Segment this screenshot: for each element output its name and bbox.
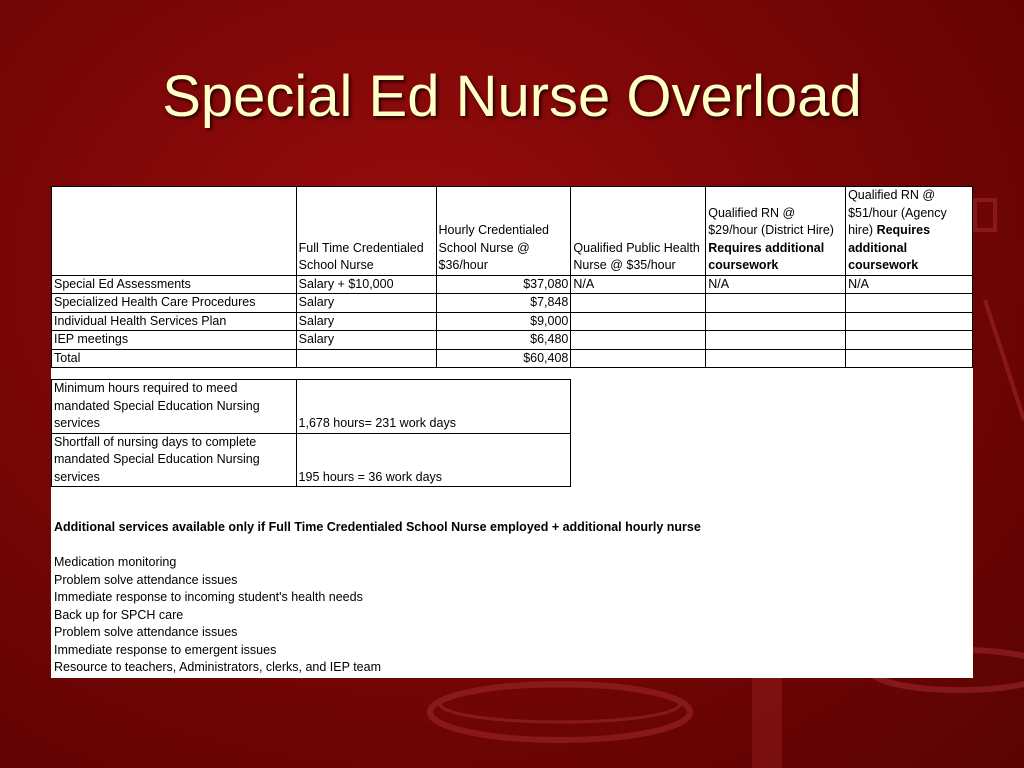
list-item: Problem solve attendance issues	[54, 625, 238, 639]
table-cell	[846, 349, 973, 368]
table-cell: $60,408	[436, 349, 571, 368]
header-cell: Qualified Public Health Nurse @ $35/hour	[571, 187, 706, 276]
header-cell: Qualified RN @ $51/hour (Agency hire) Requires additional coursework	[846, 187, 973, 276]
row-label: Specialized Health Care Procedures	[52, 294, 297, 313]
table-cell	[296, 349, 436, 368]
total-row	[52, 349, 973, 368]
table-cell: N/A	[571, 275, 706, 294]
table-cell: Salary + $10,000	[296, 275, 436, 294]
list-item: Resource to teachers, Administrators, clerks, and IEP team	[54, 660, 381, 674]
table-row	[52, 294, 973, 313]
header-cell: Qualified RN @ $29/hour (District Hire) Requires additional coursework	[706, 187, 846, 276]
table-row	[52, 380, 571, 434]
cost-table-header-row	[52, 187, 973, 276]
list-item: Back up for SPCH care	[54, 607, 184, 622]
additional-services	[54, 519, 701, 677]
row-label: Minimum hours required to meed mandated Special Education Nursing services	[52, 380, 297, 434]
table-cell	[846, 312, 973, 331]
table-cell: Salary	[296, 331, 436, 350]
table-cell: N/A	[846, 275, 973, 294]
cost-table	[51, 186, 973, 368]
table-cell	[571, 331, 706, 350]
row-label: IEP meetings	[52, 331, 297, 350]
row-label: Individual Health Services Plan	[52, 312, 297, 331]
list-item: Medication monitoring	[54, 555, 177, 569]
table-row	[52, 331, 973, 350]
list-item: Immediate response to emergent issues	[54, 642, 277, 657]
row-label: Shortfall of nursing days to complete mandated Special Education Nursing services	[52, 433, 297, 487]
list-item: Problem solve attendance issues	[54, 572, 238, 587]
table-cell	[571, 294, 706, 313]
hours-table	[51, 379, 571, 487]
table-cell: 195 hours = 36 work days	[296, 433, 570, 487]
table-cell	[846, 331, 973, 350]
table-cell: Salary	[296, 294, 436, 313]
table-cell	[706, 294, 846, 313]
table-cell: $7,848	[436, 294, 571, 313]
table-row	[52, 433, 571, 487]
row-label: Special Ed Assessments	[52, 275, 297, 294]
header-cell: Full Time Credentialed School Nurse	[296, 187, 436, 276]
list-item: Immediate response to incoming student's health needs	[54, 590, 363, 604]
spreadsheet-panel	[51, 186, 973, 678]
table-cell	[706, 331, 846, 350]
table-cell: $37,080	[436, 275, 571, 294]
table-cell: $6,480	[436, 331, 571, 350]
table-cell	[571, 312, 706, 331]
additional-services-heading: Additional services available only if Full Time Credentialed School Nurse employed + additional hourly nurse	[54, 520, 701, 534]
table-cell: 1,678 hours= 231 work days	[296, 380, 570, 434]
table-cell	[846, 294, 973, 313]
table-row	[52, 275, 973, 294]
table-row	[52, 312, 973, 331]
table-cell	[706, 312, 846, 331]
table-cell: N/A	[706, 275, 846, 294]
table-cell: $9,000	[436, 312, 571, 331]
table-cell	[706, 349, 846, 368]
slide-title: Special Ed Nurse Overload	[162, 64, 862, 129]
row-label: Total	[52, 349, 297, 368]
table-cell: Salary	[296, 312, 436, 331]
header-cell: Hourly Credentialed School Nurse @ $36/hour	[436, 187, 571, 276]
table-cell	[571, 349, 706, 368]
header-cell	[52, 187, 297, 276]
